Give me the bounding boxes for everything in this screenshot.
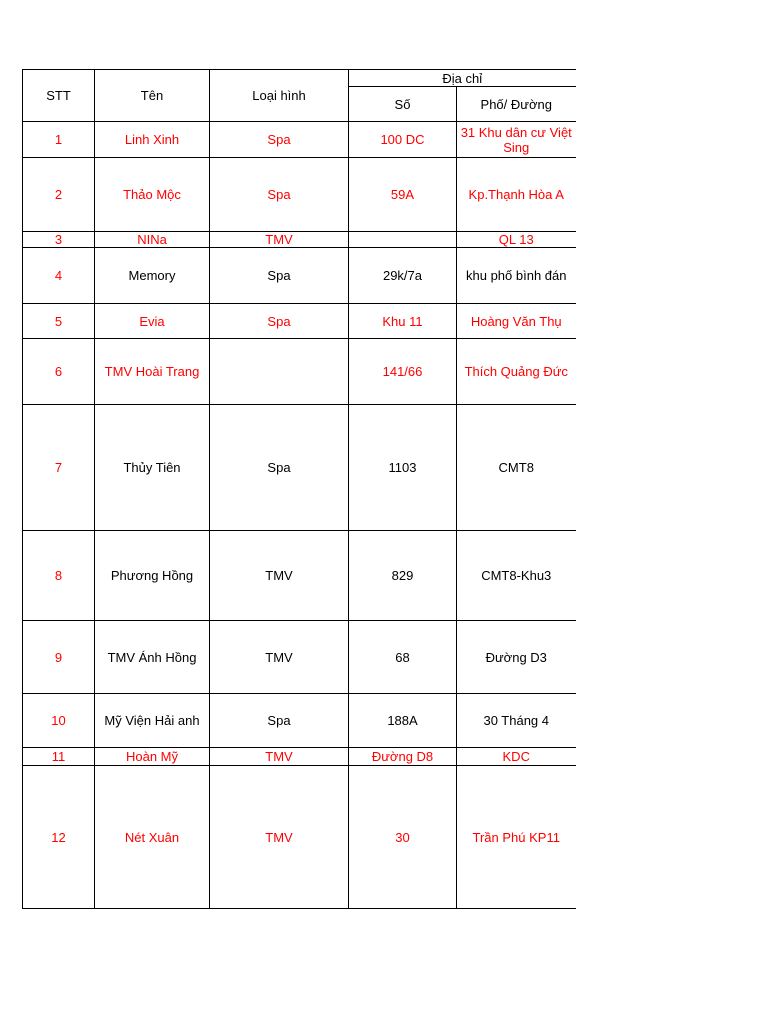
- table-row: [23, 232, 576, 248]
- cell-so: 68: [349, 621, 457, 694]
- header-ten: Tên: [95, 70, 210, 122]
- cell-ten: Phương Hồng: [95, 531, 210, 621]
- cell-ten: TMV Hoài Trang: [95, 339, 210, 405]
- cell-pho-duong: Kp.Thạnh Hòa A: [457, 158, 576, 232]
- cell-stt: 7: [23, 405, 95, 531]
- table-row: [23, 405, 576, 531]
- cell-loai-hinh: Spa: [210, 405, 349, 531]
- table-row: [23, 621, 576, 694]
- table-row: [23, 339, 576, 405]
- cell-so: 30: [349, 766, 457, 909]
- header-dia-chi: Địa chỉ: [349, 70, 576, 87]
- cell-so: 59A: [349, 158, 457, 232]
- cell-pho-duong: Trần Phú KP11: [457, 766, 576, 909]
- cell-loai-hinh: Spa: [210, 694, 349, 748]
- cell-so: 188A: [349, 694, 457, 748]
- cell-ten: Mỹ Viện Hải anh: [95, 694, 210, 748]
- cell-loai-hinh: Spa: [210, 248, 349, 304]
- cell-pho-duong: Đường D3: [457, 621, 576, 694]
- cell-pho-duong: QL 13: [457, 232, 576, 248]
- cell-loai-hinh: TMV: [210, 531, 349, 621]
- cell-ten: Thủy Tiên: [95, 405, 210, 531]
- cell-ten: Evia: [95, 304, 210, 339]
- cell-stt: 1: [23, 122, 95, 158]
- cell-loai-hinh: TMV: [210, 766, 349, 909]
- cell-pho-duong: CMT8-Khu3: [457, 531, 576, 621]
- header-loai-hinh: Loại hình: [210, 70, 349, 122]
- cell-so: [349, 232, 457, 248]
- cell-so: 1103: [349, 405, 457, 531]
- header-pho-duong: Phố/ Đường: [457, 87, 576, 122]
- cell-stt: 4: [23, 248, 95, 304]
- table-row: [23, 158, 576, 232]
- cell-so: 141/66: [349, 339, 457, 405]
- cell-ten: Thảo Mộc: [95, 158, 210, 232]
- cell-ten: Linh Xinh: [95, 122, 210, 158]
- cell-ten: Memory: [95, 248, 210, 304]
- cell-ten: Hoàn Mỹ: [95, 748, 210, 766]
- cell-stt: 12: [23, 766, 95, 909]
- cell-loai-hinh: TMV: [210, 232, 349, 248]
- cell-ten: TMV Ánh Hồng: [95, 621, 210, 694]
- table-row: [23, 531, 576, 621]
- cell-stt: 8: [23, 531, 95, 621]
- cell-stt: 5: [23, 304, 95, 339]
- cell-loai-hinh: TMV: [210, 748, 349, 766]
- cell-pho-duong: khu phố bình đán: [457, 248, 576, 304]
- cell-pho-duong: KDC: [457, 748, 576, 766]
- cell-stt: 3: [23, 232, 95, 248]
- cell-pho-duong: Hoàng Văn Thụ: [457, 304, 576, 339]
- cell-so: 100 DC: [349, 122, 457, 158]
- cell-stt: 10: [23, 694, 95, 748]
- cell-loai-hinh: Spa: [210, 122, 349, 158]
- table-row: [23, 694, 576, 748]
- cell-so: 829: [349, 531, 457, 621]
- header-so: Số: [349, 87, 457, 122]
- table-row: [23, 304, 576, 339]
- cell-pho-duong: Thích Quảng Đức: [457, 339, 576, 405]
- shop-list-table: [22, 69, 576, 909]
- cell-ten: NINa: [95, 232, 210, 248]
- cell-pho-duong: CMT8: [457, 405, 576, 531]
- table-row: [23, 122, 576, 158]
- cell-loai-hinh: Spa: [210, 158, 349, 232]
- cell-pho-duong: 30 Tháng 4: [457, 694, 576, 748]
- cell-so: Đường D8: [349, 748, 457, 766]
- cell-so: Khu 11: [349, 304, 457, 339]
- cell-so: 29k/7a: [349, 248, 457, 304]
- cell-loai-hinh: Spa: [210, 304, 349, 339]
- header-stt: STT: [23, 70, 95, 122]
- table-row: [23, 748, 576, 766]
- cell-stt: 2: [23, 158, 95, 232]
- cell-stt: 9: [23, 621, 95, 694]
- cell-loai-hinh: TMV: [210, 621, 349, 694]
- cell-loai-hinh: [210, 339, 349, 405]
- cell-pho-duong: 31 Khu dân cư Việt Sing: [457, 122, 576, 158]
- cell-stt: 11: [23, 748, 95, 766]
- cell-ten: Nét Xuân: [95, 766, 210, 909]
- table-row: [23, 766, 576, 909]
- cell-stt: 6: [23, 339, 95, 405]
- table-row: [23, 248, 576, 304]
